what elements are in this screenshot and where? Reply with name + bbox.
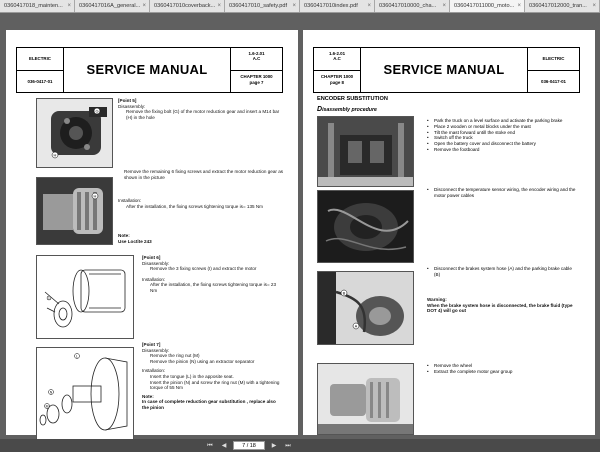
truck-photo bbox=[317, 116, 414, 187]
tab-general[interactable] bbox=[75, 0, 150, 13]
warning-label: Warning: bbox=[427, 297, 447, 302]
tab-label: 0360417018_mainten... bbox=[4, 3, 63, 9]
point-6-text bbox=[142, 255, 283, 294]
page-number: page 7 bbox=[249, 80, 264, 85]
truck-drawing bbox=[318, 117, 414, 187]
tab-label: 0360417012000_tran... bbox=[529, 3, 587, 9]
chapter-label: CHAPTER 1000 bbox=[320, 74, 354, 79]
remove-text: Remove the remaining 6 fixing screws and extract the motor reduction gear as shown in the picture bbox=[124, 169, 284, 180]
page-number: page 8 bbox=[330, 80, 344, 85]
step-2-list bbox=[427, 187, 577, 199]
close-icon[interactable]: × bbox=[292, 3, 296, 9]
point-5-installation bbox=[118, 198, 283, 209]
close-icon[interactable]: × bbox=[217, 3, 221, 9]
tab-label: 0360417011000_moto... bbox=[454, 3, 515, 9]
tab-label: 0360417010index.pdf bbox=[304, 3, 358, 9]
note-text: Use Loctite 243 bbox=[118, 238, 152, 244]
close-icon[interactable]: × bbox=[592, 3, 596, 9]
brake-hose-drawing bbox=[318, 272, 414, 345]
warning-text: When the brake system hose is disconnected, the brake fluid (type DOT 4) will go out bbox=[427, 302, 573, 314]
list-item: • Disconnect the temperature sensor wiring, the encoder wiring and the motor power cables bbox=[427, 187, 577, 199]
callout-b: B bbox=[342, 290, 346, 296]
list-item: • Tilt the mast forward untill the stoke end bbox=[427, 130, 577, 136]
note-text: In case of complete reduction gear substitution , replace also the pinion bbox=[142, 399, 276, 410]
list-item: • Remove the footboard bbox=[427, 147, 577, 153]
installation-text: After the installation, the fixing screws tightening torque is= 135 Nm bbox=[126, 203, 263, 209]
point-7-text bbox=[142, 342, 283, 411]
wiring-drawing bbox=[318, 191, 414, 263]
page-8 bbox=[303, 30, 595, 435]
tab-label: 0360417010_safety.pdf bbox=[229, 3, 288, 9]
header-brand-cell bbox=[17, 48, 64, 92]
motor-gear-group-photo bbox=[317, 363, 414, 435]
pinion-exploded-drawing bbox=[36, 347, 134, 440]
point-6-heading: [Point 6] bbox=[142, 255, 161, 260]
disassembly-line: Remove the ring nut (M) bbox=[150, 353, 200, 359]
tab-label: 0360417016A_general... bbox=[79, 3, 141, 9]
installation-label: Installation: bbox=[118, 198, 142, 203]
tab-bar bbox=[0, 0, 600, 13]
tab-index[interactable] bbox=[300, 0, 375, 13]
brake-hose-photo bbox=[317, 271, 414, 345]
callout-l: L bbox=[76, 354, 78, 359]
wiring-photo bbox=[317, 190, 414, 263]
header-brand-cell bbox=[527, 48, 579, 92]
point-5-remove-text bbox=[124, 169, 284, 180]
tab-label: 0360417010coverback... bbox=[154, 3, 216, 9]
callout-m: M bbox=[45, 404, 49, 409]
point-5-note bbox=[118, 233, 283, 244]
installation-label: Installation: bbox=[142, 276, 166, 282]
brand-label: ELECTRIC bbox=[542, 56, 565, 61]
previous-page-icon[interactable]: ◀ bbox=[221, 442, 227, 449]
step-4-list bbox=[427, 363, 577, 375]
disassembly-text: Remove the 3 fixing screws (I) and extract the motor bbox=[150, 266, 257, 272]
document-viewer[interactable] bbox=[0, 13, 600, 439]
disassembly-label: Disassembly: bbox=[142, 260, 170, 266]
installation-text: After the installation, the fixing screws tightening torque is= 23 Nm bbox=[150, 282, 277, 293]
reduction-gear-drawing bbox=[37, 99, 113, 168]
tab-coverback[interactable] bbox=[150, 0, 225, 13]
page-header bbox=[16, 47, 283, 93]
point-5-heading: [Point 5] bbox=[118, 98, 137, 103]
tab-label: 0360417010000_cha... bbox=[379, 3, 437, 9]
note-label: Note: bbox=[118, 233, 130, 238]
close-icon[interactable]: × bbox=[442, 3, 446, 9]
page-navigation-bar bbox=[0, 439, 600, 452]
note-label: Note: bbox=[142, 393, 154, 399]
header-ref-cell bbox=[314, 48, 361, 92]
list-item: • Open the battery cover and disconnect the battery bbox=[427, 141, 577, 147]
callout-n: N bbox=[49, 390, 53, 395]
pinion-line-drawing bbox=[37, 348, 134, 440]
subsection-initial: D bbox=[317, 106, 323, 113]
point-7-heading: [Point 7] bbox=[142, 342, 161, 347]
list-item: • Place 2 wooden or metal blocks under the mast bbox=[427, 124, 577, 130]
close-icon[interactable]: × bbox=[142, 3, 146, 9]
page-header bbox=[313, 47, 580, 93]
disassembly-line: Remove the pinion (N) using an extractor separator bbox=[150, 358, 255, 364]
tab-safety[interactable] bbox=[225, 0, 300, 13]
page-number-input[interactable]: 7 / 18 bbox=[233, 441, 265, 450]
subsection-title bbox=[317, 106, 377, 113]
installation-line: Insert the pinion (N) and screw the ring nut (M) with a tightening torque of 55 Nm bbox=[150, 379, 280, 391]
pager bbox=[205, 440, 315, 451]
point-5-text bbox=[118, 98, 283, 120]
header-ref-cell bbox=[230, 48, 282, 92]
callout-g: G bbox=[95, 108, 99, 114]
installation-label: Installation: bbox=[142, 368, 166, 374]
tab-chassis[interactable] bbox=[375, 0, 450, 13]
list-item: • Switch off the truck bbox=[427, 135, 577, 141]
chapter-label: CHAPTER 1000 bbox=[240, 74, 273, 79]
tab-transmission[interactable] bbox=[525, 0, 600, 13]
last-page-icon[interactable]: ⏭ bbox=[285, 442, 291, 449]
motor-gear-group-drawing bbox=[318, 364, 414, 435]
close-icon[interactable]: × bbox=[517, 3, 521, 9]
ref-code: 1.6-2.01 A.C bbox=[248, 51, 265, 61]
subsection-rest: isassembly procedure bbox=[322, 107, 377, 113]
callout-h: H bbox=[53, 152, 57, 158]
close-icon[interactable]: × bbox=[67, 3, 71, 9]
doc-code: 036-0417-01 bbox=[27, 79, 53, 84]
step-3-list bbox=[427, 266, 577, 278]
close-icon[interactable]: × bbox=[367, 3, 371, 9]
brand-label: ELECTRIC bbox=[29, 56, 51, 61]
callout-i: I bbox=[48, 296, 50, 301]
disassembly-label: Disassembly: bbox=[142, 347, 170, 353]
list-item: • Disconnect the brakes system hose (A) and the parking brake cable (B) bbox=[427, 266, 577, 278]
list-item: • Remove the wheel bbox=[427, 363, 577, 369]
tab-motor[interactable] bbox=[450, 0, 525, 13]
section-title: ENCODER SUBSTITUTION bbox=[317, 96, 388, 102]
page-title: SERVICE MANUAL bbox=[86, 62, 208, 77]
motor-line-drawing bbox=[37, 256, 134, 339]
disassembly-text: Remove the fixing bolt (G) of the motor reduction gear and insert a M14 bar (H) in the hole bbox=[126, 109, 280, 120]
page-title: SERVICE MANUAL bbox=[383, 62, 505, 77]
doc-code: 036-0417-01 bbox=[541, 79, 566, 84]
warning-box bbox=[427, 297, 579, 314]
page-7 bbox=[6, 30, 298, 435]
step-1-list bbox=[427, 118, 577, 153]
first-page-icon[interactable]: ⏮ bbox=[207, 442, 213, 449]
tab-maintenance[interactable] bbox=[0, 0, 75, 13]
callout-a: A bbox=[354, 323, 358, 329]
list-item: • Extract the complete motor gear group bbox=[427, 369, 577, 375]
list-item: • Park the truck on a level surface and activate the parking brake bbox=[427, 118, 577, 124]
motor-exploded-drawing bbox=[36, 255, 134, 339]
next-page-icon[interactable]: ▶ bbox=[271, 442, 277, 449]
callout-h-2: H bbox=[93, 193, 97, 199]
disassembly-label: Disassembly: bbox=[118, 103, 146, 109]
installation-line: Insert the tongue (L) in the apposite seat. bbox=[150, 373, 234, 379]
reduction-gear-photo bbox=[36, 98, 113, 168]
motor-side-drawing bbox=[37, 178, 113, 245]
motor-side-photo bbox=[36, 177, 113, 245]
ref-code: 1.6-2.01 A.C bbox=[328, 51, 346, 61]
